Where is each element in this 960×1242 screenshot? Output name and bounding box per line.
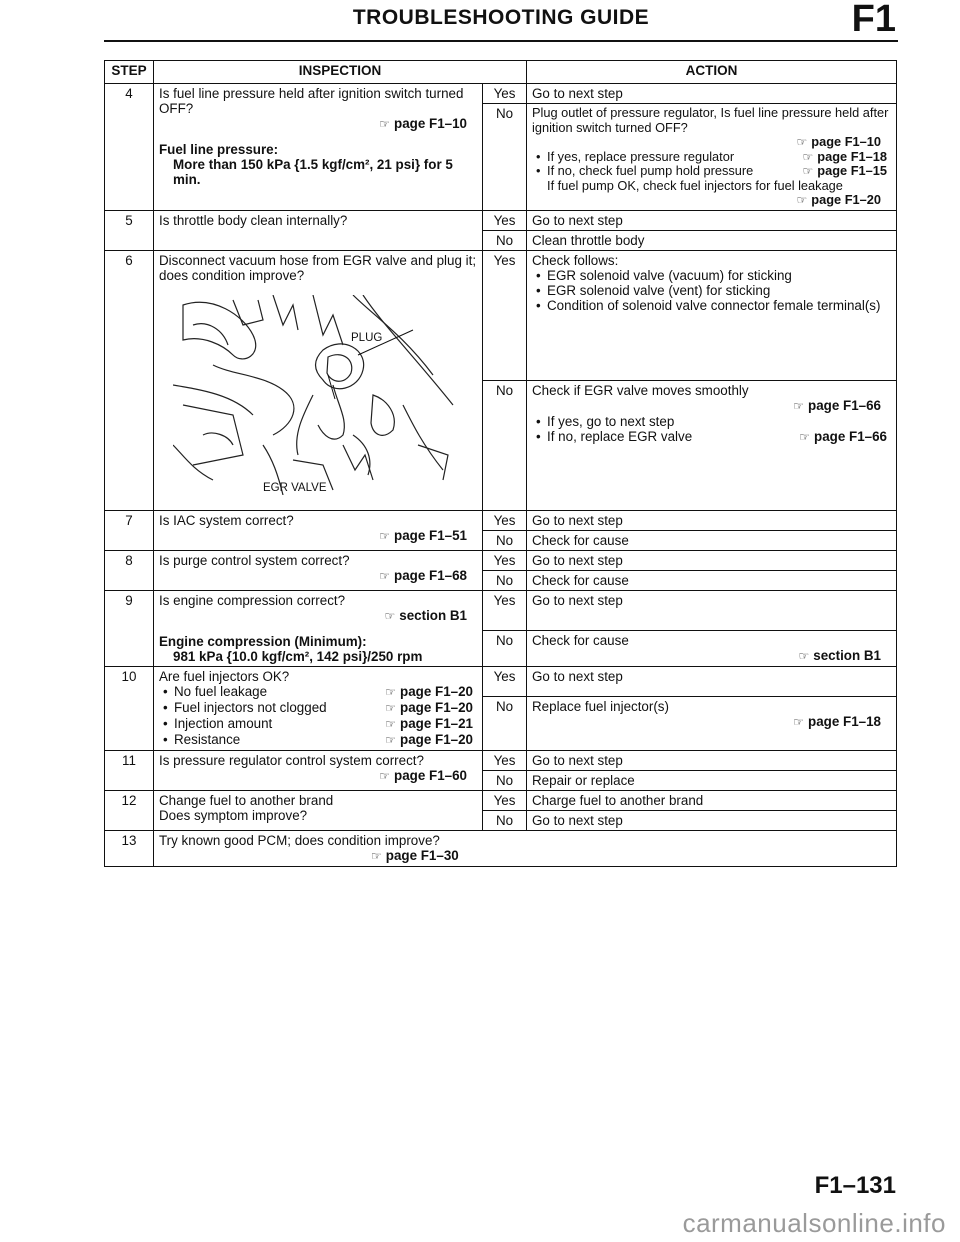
step-header: STEP	[105, 61, 154, 84]
pointing-hand-icon: ☞	[793, 398, 805, 413]
troubleshooting-table	[104, 60, 897, 867]
step-5-yes-row	[105, 210, 897, 230]
no-label: No	[483, 570, 527, 590]
no-action: Replace fuel injector(s) ☞ page F1–18	[527, 696, 897, 750]
step-6-yes-row	[105, 250, 897, 380]
no-action: Go to next step	[527, 810, 897, 830]
step-6-inspection	[154, 250, 483, 510]
pointing-hand-icon: ☞	[802, 164, 814, 178]
egr-valve-label: EGR VALVE	[263, 481, 327, 494]
yes-action: Go to next step	[527, 666, 897, 696]
no-label: No	[483, 810, 527, 830]
pointing-hand-icon: ☞	[793, 714, 805, 729]
pointing-hand-icon: ☞	[371, 848, 382, 863]
no-label: No	[483, 696, 527, 750]
step-8-inspection: Is purge control system correct? ☞ page F1–68	[154, 550, 483, 590]
page-title: TROUBLESHOOTING GUIDE	[352, 6, 650, 29]
no-action: Check for cause ☞ section B1	[527, 630, 897, 666]
yes-label: Yes	[483, 590, 527, 630]
pointing-hand-icon: ☞	[379, 117, 391, 131]
table-header-row	[105, 61, 897, 84]
step-13-inspection: Try known good PCM; does condition improve? ☞ page F1–30	[154, 830, 897, 866]
pointing-hand-icon: ☞	[799, 429, 811, 444]
page-reference: ☞ page F1–10	[379, 116, 467, 131]
pointing-hand-icon: ☞	[385, 732, 397, 747]
no-action: Repair or replace	[527, 770, 897, 790]
no-action: Check if EGR valve moves smoothly ☞ page F1–66 • If yes, go to next step • If no, replace EGR valve ☞ page F1–66	[527, 380, 897, 510]
inspection-question: Is throttle body clean internally?	[154, 210, 483, 250]
inspection-header: INSPECTION	[154, 61, 527, 84]
egr-valve-illustration	[173, 295, 463, 495]
no-action: Clean throttle body	[527, 230, 897, 250]
yes-action: Check follows: • EGR solenoid valve (vacuum) for sticking • EGR solenoid valve (vent) for sticking • Condition of solenoid valve connector female terminal(s)	[527, 250, 897, 380]
pointing-hand-icon: ☞	[385, 684, 397, 699]
yes-label: Yes	[483, 84, 527, 104]
yes-label: Yes	[483, 250, 527, 380]
step-number: 7	[105, 510, 154, 550]
no-action: Check for cause	[527, 530, 897, 550]
step-10-inspection: Are fuel injectors OK? • No fuel leakage ☞ page F1–20 • Fuel injectors not clogged ☞ page F1–20 • Injection amount ☞ page F1–21 • Resistance ☞ page F1–20	[154, 666, 483, 750]
step-number: 5	[105, 210, 154, 250]
no-label: No	[483, 530, 527, 550]
step-number: 13	[105, 830, 154, 866]
step-12-inspection: Change fuel to another brand Does symptom improve?	[154, 790, 483, 830]
step-number: 11	[105, 750, 154, 790]
step-12-yes-row	[105, 790, 897, 810]
yes-action: Go to next step	[527, 590, 897, 630]
step-9-yes-row	[105, 590, 897, 630]
yes-label: Yes	[483, 750, 527, 770]
yes-action: Charge fuel to another brand	[527, 790, 897, 810]
step-number: 9	[105, 590, 154, 666]
no-label: No	[483, 770, 527, 790]
pointing-hand-icon: ☞	[379, 528, 391, 543]
step-number: 12	[105, 790, 154, 830]
no-action: Check for cause	[527, 570, 897, 590]
step-number: 4	[105, 84, 154, 211]
yes-action: Go to next step	[527, 210, 897, 230]
step-11-inspection: Is pressure regulator control system correct? ☞ page F1–60	[154, 750, 483, 790]
spec-value: More than 150 kPa {1.5 kgf/cm², 21 psi} for 5 min.	[173, 157, 453, 187]
inspection-question: Is fuel line pressure held after ignition switch turned OFF?	[159, 86, 464, 116]
yes-action: Go to next step	[527, 510, 897, 530]
egr-valve-drawing	[173, 295, 463, 495]
action-header: ACTION	[527, 61, 897, 84]
yes-action: Go to next step	[527, 550, 897, 570]
no-label: No	[483, 630, 527, 666]
step-7-yes-row	[105, 510, 897, 530]
pointing-hand-icon: ☞	[385, 716, 397, 731]
step-7-inspection: Is IAC system correct? ☞ page F1–51	[154, 510, 483, 550]
yes-label: Yes	[483, 210, 527, 230]
pointing-hand-icon: ☞	[379, 768, 391, 783]
pointing-hand-icon: ☞	[379, 568, 391, 583]
step-10-yes-row	[105, 666, 897, 696]
spec-title: Fuel line pressure:	[159, 142, 279, 157]
watermark: carmanualsonline.info	[682, 1208, 946, 1238]
step-8-yes-row	[105, 550, 897, 570]
no-label: No	[483, 380, 527, 510]
no-label: No	[483, 104, 527, 211]
no-label: No	[483, 230, 527, 250]
yes-label: Yes	[483, 550, 527, 570]
pointing-hand-icon: ☞	[798, 648, 810, 663]
yes-action: Go to next step	[527, 750, 897, 770]
pointing-hand-icon: ☞	[384, 608, 396, 623]
pointing-hand-icon: ☞	[802, 149, 814, 164]
plug-label: PLUG	[351, 331, 383, 344]
yes-label: Yes	[483, 790, 527, 810]
no-action: Plug outlet of pressure regulator, Is fuel line pressure held after ignition switch turned OFF? ☞ page F1–10 • If yes, replace pressure regulator ☞ page F1–18 • If no, check fuel pump hold pressure ☞ page F1–15 If fuel pump OK, check fuel injectors for fuel leakage ☞ page F1–20	[527, 104, 897, 211]
page-number: F1–131	[814, 1172, 896, 1199]
step-4-yes-row	[105, 84, 897, 104]
page-header	[104, 0, 898, 42]
pointing-hand-icon: ☞	[796, 193, 808, 207]
inspection-question: Disconnect vacuum hose from EGR valve and plug it; does condition improve?	[159, 252, 477, 283]
step-11-yes-row	[105, 750, 897, 770]
step-13-row	[105, 830, 897, 866]
step-number: 6	[105, 250, 154, 510]
step-number: 8	[105, 550, 154, 590]
section-code: F1	[851, 0, 896, 40]
step-4-inspection	[154, 84, 483, 211]
pointing-hand-icon: ☞	[796, 135, 808, 149]
yes-action: Go to next step	[527, 84, 897, 104]
yes-label: Yes	[483, 666, 527, 696]
step-9-inspection: Is engine compression correct? ☞ section B1 Engine compression (Minimum): 981 kPa {10.0 kgf/cm², 142 psi}/250 rpm	[154, 590, 483, 666]
yes-label: Yes	[483, 510, 527, 530]
pointing-hand-icon: ☞	[385, 700, 397, 715]
step-number: 10	[105, 666, 154, 750]
